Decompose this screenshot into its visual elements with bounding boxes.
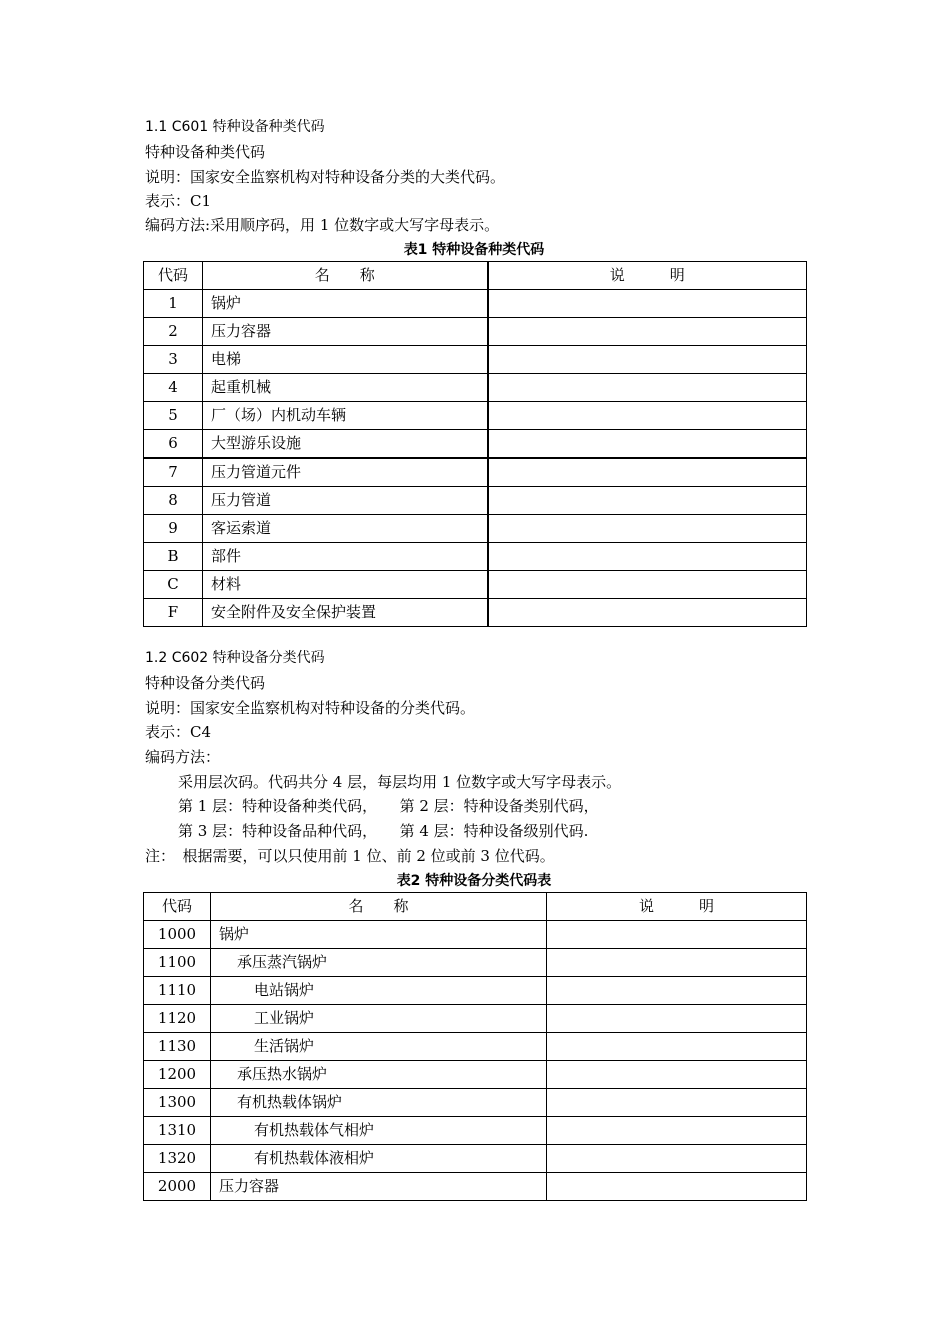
row-code: 1200 xyxy=(144,1061,211,1089)
row-name: 电梯 xyxy=(203,346,488,374)
section-1-description: 说明：国家安全监察机构对特种设备分类的大类代码。 xyxy=(145,168,506,186)
row-name: 材料 xyxy=(203,571,488,599)
row-description xyxy=(547,1173,807,1201)
table-row xyxy=(144,290,807,318)
row-description xyxy=(488,515,807,543)
row-description xyxy=(488,430,807,459)
table-row xyxy=(144,430,807,459)
table-row xyxy=(144,571,807,599)
table-row xyxy=(144,346,807,374)
table-2-caption: 表2 特种设备分类代码表 xyxy=(396,873,552,889)
row-name: 安全附件及安全保护装置 xyxy=(203,599,488,627)
row-description xyxy=(547,921,807,949)
row-name: 客运索道 xyxy=(203,515,488,543)
row-name: 有机热载体气相炉 xyxy=(211,1117,547,1145)
row-code: 4 xyxy=(144,374,203,402)
table-row xyxy=(144,1033,807,1061)
table-2 xyxy=(143,892,807,1201)
table-row xyxy=(144,515,807,543)
row-description xyxy=(488,487,807,515)
row-name: 锅炉 xyxy=(203,290,488,318)
row-description xyxy=(488,458,807,487)
table-1-caption: 表1 特种设备种类代码 xyxy=(403,242,545,258)
section-2-representation: 表示：C4 xyxy=(145,723,212,741)
row-description xyxy=(488,571,807,599)
table-row xyxy=(144,1089,807,1117)
table-row xyxy=(144,1145,807,1173)
section-2-layers-3-4: 第 3 层：特种设备品种代码， 第 4 层：特种设备级别代码. xyxy=(178,822,589,840)
table-row xyxy=(144,1173,807,1201)
table-2-header-row xyxy=(144,893,807,921)
table-row xyxy=(144,318,807,346)
row-code: F xyxy=(144,599,203,627)
section-2-title: 特种设备分类代码 xyxy=(145,674,266,692)
table-1 xyxy=(143,261,807,627)
section-1-representation: 表示：C1 xyxy=(145,192,212,210)
row-name: 大型游乐设施 xyxy=(203,430,488,459)
row-description xyxy=(488,290,807,318)
table-row xyxy=(144,949,807,977)
table-row xyxy=(144,599,807,627)
row-code: 1300 xyxy=(144,1089,211,1117)
section-1-encoding: 编码方法:采用顺序码，用 1 位数字或大写字母表示。 xyxy=(145,216,500,234)
section-2-note: 注： 根据需要，可以只使用前 1 位、前 2 位或前 3 位代码。 xyxy=(145,847,555,865)
table-row xyxy=(144,1061,807,1089)
row-code: 9 xyxy=(144,515,203,543)
section-2-heading: 1.2 C602 特种设备分类代码 xyxy=(145,650,325,666)
row-name: 起重机械 xyxy=(203,374,488,402)
row-description xyxy=(488,599,807,627)
section-2-encoding-label: 编码方法： xyxy=(145,748,221,766)
row-name: 压力容器 xyxy=(203,318,488,346)
table-row xyxy=(144,458,807,487)
row-code: 1 xyxy=(144,290,203,318)
row-description xyxy=(547,977,807,1005)
table-row xyxy=(144,543,807,571)
row-name: 电站锅炉 xyxy=(211,977,547,1005)
header-code: 代码 xyxy=(144,262,203,290)
row-code: 8 xyxy=(144,487,203,515)
row-description xyxy=(488,346,807,374)
row-code: 1100 xyxy=(144,949,211,977)
table-row xyxy=(144,1117,807,1145)
section-2-description: 说明：国家安全监察机构对特种设备的分类代码。 xyxy=(145,699,476,717)
header-name: 名 称 xyxy=(203,262,488,290)
section-2-layers-1-2: 第 1 层：特种设备种类代码， 第 2 层：特种设备类别代码， xyxy=(178,797,599,815)
row-name: 厂（场）内机动车辆 xyxy=(203,402,488,430)
table-row xyxy=(144,402,807,430)
table-row xyxy=(144,921,807,949)
row-code: 2000 xyxy=(144,1173,211,1201)
row-code: C xyxy=(144,571,203,599)
row-description xyxy=(488,543,807,571)
row-description xyxy=(547,1145,807,1173)
row-description xyxy=(547,949,807,977)
section-1-title: 特种设备种类代码 xyxy=(145,143,266,161)
row-name: 压力管道元件 xyxy=(203,458,488,487)
row-description xyxy=(547,1089,807,1117)
row-code: 1320 xyxy=(144,1145,211,1173)
table-row xyxy=(144,374,807,402)
row-code: 1310 xyxy=(144,1117,211,1145)
header-description: 说 明 xyxy=(488,262,807,290)
table-row xyxy=(144,1005,807,1033)
header-name: 名 称 xyxy=(211,893,547,921)
row-name: 承压蒸汽锅炉 xyxy=(211,949,547,977)
section-2-encoding-detail: 采用层次码。代码共分 4 层，每层均用 1 位数字或大写字母表示。 xyxy=(178,773,622,791)
row-name: 工业锅炉 xyxy=(211,1005,547,1033)
row-description xyxy=(547,1117,807,1145)
row-code: 1130 xyxy=(144,1033,211,1061)
row-code: 3 xyxy=(144,346,203,374)
header-code: 代码 xyxy=(144,893,211,921)
row-name: 锅炉 xyxy=(211,921,547,949)
row-name: 承压热水锅炉 xyxy=(211,1061,547,1089)
row-name: 有机热载体锅炉 xyxy=(211,1089,547,1117)
row-description xyxy=(547,1033,807,1061)
row-description xyxy=(488,402,807,430)
row-description xyxy=(547,1005,807,1033)
table-1-header-row xyxy=(144,262,807,290)
row-description xyxy=(488,374,807,402)
table-row xyxy=(144,977,807,1005)
row-code: 1000 xyxy=(144,921,211,949)
row-name: 压力管道 xyxy=(203,487,488,515)
table-row xyxy=(144,487,807,515)
row-name: 生活锅炉 xyxy=(211,1033,547,1061)
row-description xyxy=(547,1061,807,1089)
row-code: 5 xyxy=(144,402,203,430)
header-description: 说 明 xyxy=(547,893,807,921)
row-description xyxy=(488,318,807,346)
row-code: 7 xyxy=(144,458,203,487)
row-code: 2 xyxy=(144,318,203,346)
row-code: 6 xyxy=(144,430,203,459)
row-name: 部件 xyxy=(203,543,488,571)
section-1-heading: 1.1 C601 特种设备种类代码 xyxy=(145,119,325,135)
row-code: 1110 xyxy=(144,977,211,1005)
row-name: 压力容器 xyxy=(211,1173,547,1201)
row-name: 有机热载体液相炉 xyxy=(211,1145,547,1173)
row-code: 1120 xyxy=(144,1005,211,1033)
row-code: B xyxy=(144,543,203,571)
